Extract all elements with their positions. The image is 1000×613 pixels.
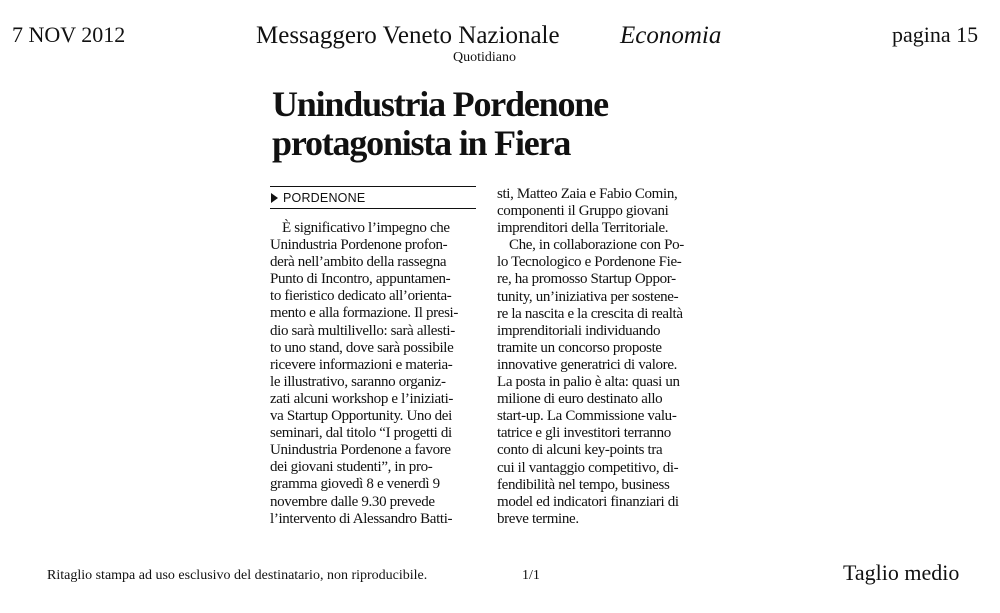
article-column-1: [270, 220, 478, 528]
text-line: l’intervento di Alessandro Batti-: [270, 510, 453, 527]
text-line: imprenditori della Territoriale.: [497, 220, 669, 237]
location-marker-icon: [271, 193, 278, 203]
page-number: pagina 15: [892, 22, 979, 47]
location-bar: [270, 186, 476, 209]
text-line: imprenditoriali individuando: [497, 322, 661, 339]
section-name: Economia: [620, 22, 722, 49]
page-count: 1/1: [522, 568, 540, 583]
text-line: novembre dalle 9.30 prevede: [270, 493, 435, 510]
text-line: sti, Matteo Zaia e Fabio Comin,: [497, 186, 678, 202]
date-label: 7 NOV 2012: [12, 22, 126, 47]
text-line: to uno stand, dove sarà possibile: [270, 339, 454, 356]
text-line: cui il vantaggio competitivo, di-: [497, 459, 679, 476]
text-line: milione di euro destinato allo: [497, 391, 663, 408]
text-line: dei giovani studenti”, in pro-: [270, 459, 433, 476]
text-line: fendibilità nel tempo, business: [497, 476, 670, 493]
text-line: Unindustria Pordenone a favore: [270, 442, 451, 459]
text-line: re, ha promosso Startup Oppor-: [497, 271, 676, 288]
text-line: conto di alcuni key-points tra: [497, 442, 663, 459]
text-line: le illustrativo, saranno organiz-: [270, 373, 446, 390]
publication-frequency: Quotidiano: [453, 50, 516, 65]
text-line: Unindustria Pordenone profon-: [270, 237, 448, 254]
text-line: componenti il Gruppo giovani: [497, 203, 669, 220]
text-line: innovative generatrici di valore.: [497, 356, 678, 373]
text-line: va Startup Opportunity. Uno dei: [270, 408, 452, 425]
text-line: dio sarà multilivello: sarà allesti-: [270, 322, 455, 339]
headline-line: protagonista in Fiera: [272, 123, 571, 163]
text-line: lo Tecnologico e Pordenone Fie-: [497, 254, 682, 271]
text-line: Che, in collaborazione con Po-: [509, 237, 684, 254]
text-line: seminari, dal titolo “I progetti di: [270, 425, 452, 442]
text-line: Punto di Incontro, appuntamen-: [270, 271, 451, 288]
text-line: to fieristico dedicato all’orienta-: [270, 288, 452, 305]
text-line: start-up. La Commissione valu-: [497, 408, 677, 425]
headline-line: Unindustria Pordenone: [272, 84, 608, 124]
article-headline: [272, 85, 608, 163]
clip-size-label: Taglio medio: [843, 560, 960, 585]
text-line: model ed indicatori finanziari di: [497, 493, 679, 510]
text-line: La posta in palio è alta: quasi un: [497, 374, 680, 391]
text-line: tunity, un’iniziativa per sostene-: [497, 288, 679, 305]
text-line: derà nell’ambito della rassegna: [270, 254, 447, 271]
location-label: PORDENONE: [283, 190, 366, 205]
text-line: tatrice e gli investitori terranno: [497, 425, 671, 442]
text-line: tramite un concorso proposte: [497, 339, 662, 356]
text-line: ricevere informazioni e materia-: [270, 356, 453, 373]
text-line: mento e alla formazione. Il presi-: [270, 305, 459, 322]
text-line: gramma giovedì 8 e venerdì 9: [270, 476, 440, 493]
text-line: re la nascita e la crescita di realtà: [497, 305, 683, 322]
text-line: zati alcuni workshop e l’iniziati-: [270, 390, 454, 407]
text-line: breve termine.: [497, 510, 579, 527]
newspaper-name: Messaggero Veneto Nazionale: [256, 22, 560, 49]
article-column-2: [497, 186, 707, 528]
text-line: È significativo l’impegno che: [282, 220, 450, 236]
copyright-note: Ritaglio stampa ad uso esclusivo del destinatario, non riproducibile.: [47, 568, 428, 583]
